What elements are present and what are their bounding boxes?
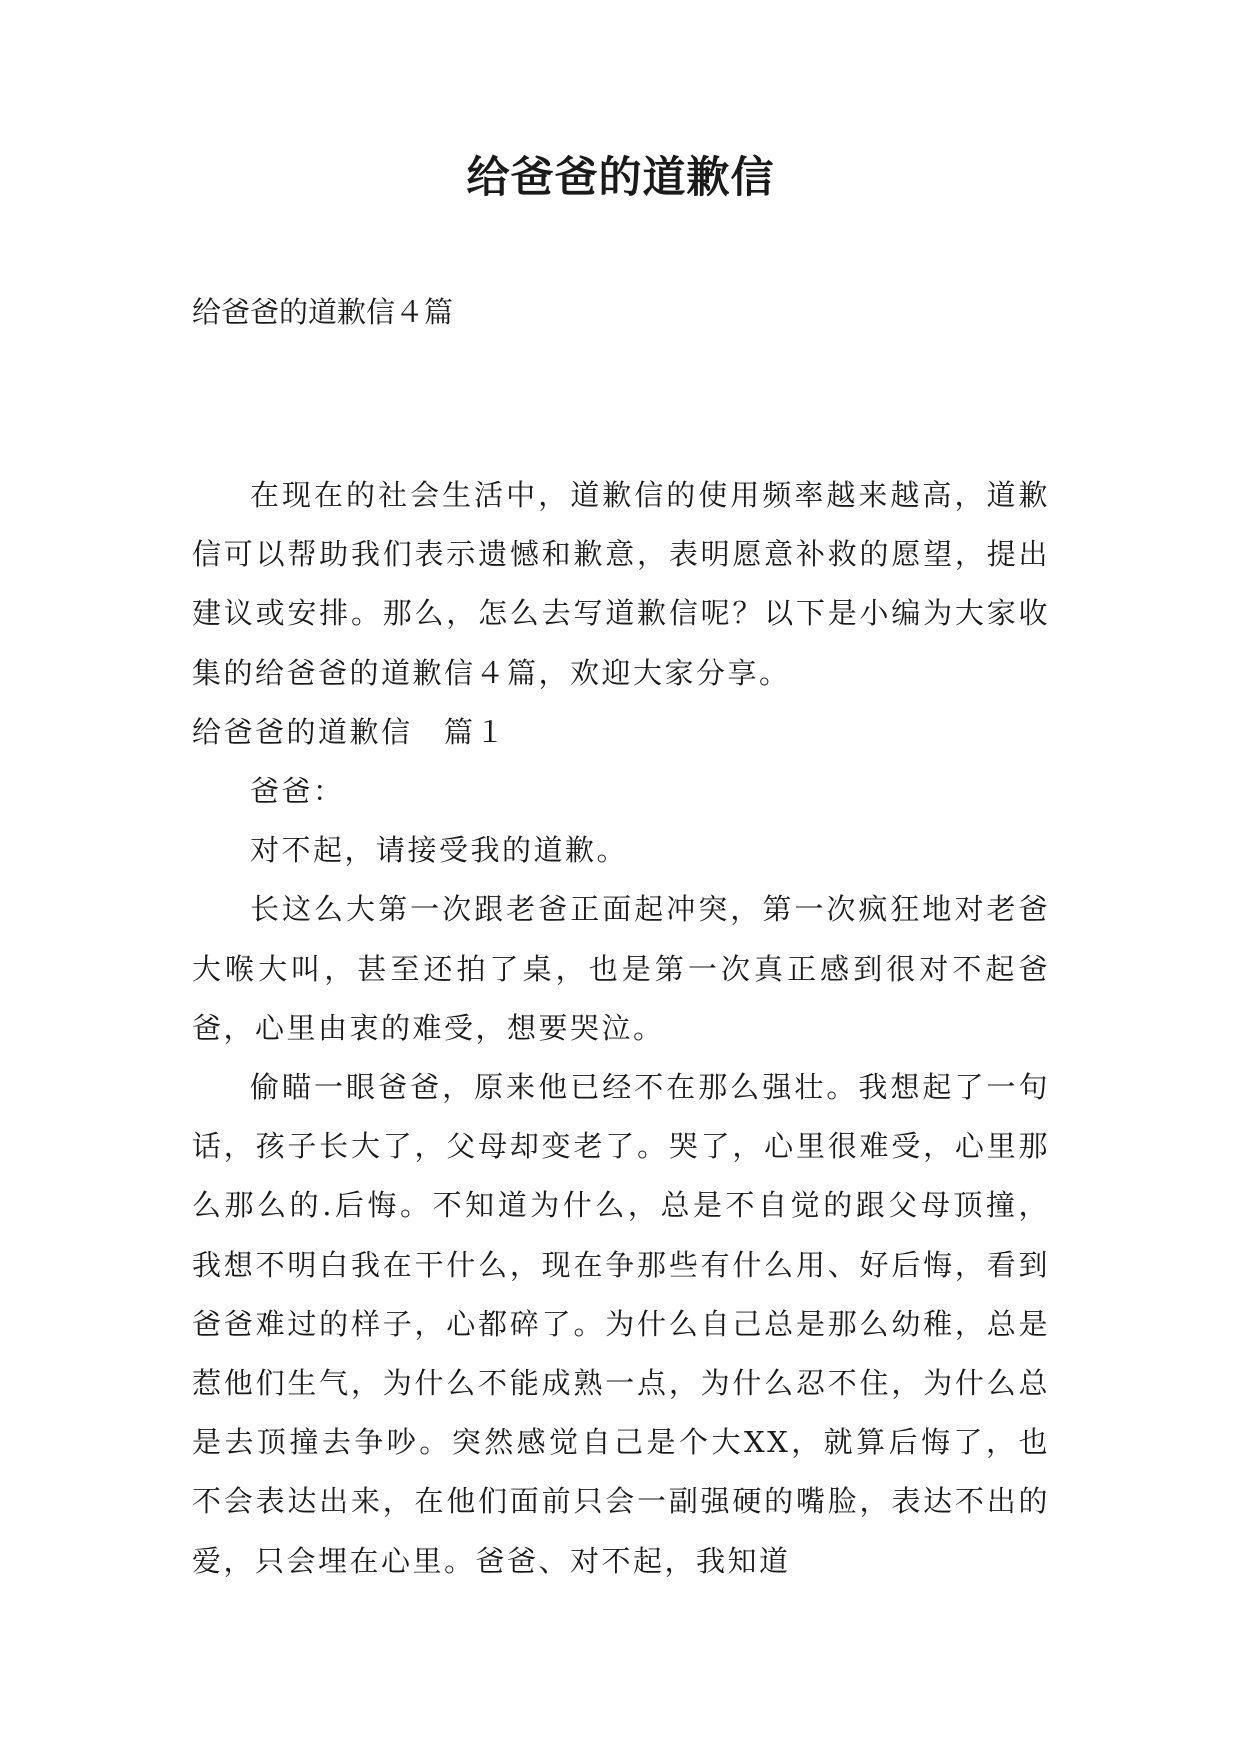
intro-paragraph: 在现在的社会生活中，道歉信的使用频率越来越高，道歉信可以帮助我们表示遗憾和歉意，表明愿意补救的愿望，提出建议或安排。那么，怎么去写道歉信呢？以下是小编为大家收集的给爸爸的道歉信４篇，欢迎大家分享。 [192, 478, 1050, 690]
body-paragraph: 长这么大第一次跟老爸正面起冲突，第一次疯狂地对老爸大喉大叫，甚至还拍了桌，也是第一次真正感到很对不起爸爸，心里由衷的难受，想要哭泣。 [192, 892, 1050, 1045]
body-paragraph: 对不起，请接受我的道歉。 [250, 833, 629, 868]
document-subtitle: 给爸爸的道歉信４篇 [192, 295, 454, 329]
section-heading: 给爸爸的道歉信 篇１ [192, 714, 508, 749]
document-body [192, 466, 1050, 1591]
body-paragraph: 偷瞄一眼爸爸，原来他已经不在那么强壮。我想起了一句话，孩子长大了，父母却变老了。哭了，心里很难受，心里那么那么的.后悔。不知道为什么，总是不自觉的跟父母顶撞，我想不明白我在干什么，现在争那些有什么用、好后悔，看到爸爸难过的样子，心都碎了。为什么自己总是那么幼稚，总是惹他们生气，为什么不能成熟一点，为什么忍不住，为什么总是去顶撞去争吵。突然感觉自己是个大XX，就算后悔了，也不会表达出来，在他们面前只会一副强硬的嘴脸，表达不出的爱，只会埋在心里。爸爸、对不起，我知道 [192, 1070, 1050, 1578]
document-title: 给爸爸的道歉信 [466, 153, 775, 203]
salutation: 爸爸： [250, 774, 345, 809]
